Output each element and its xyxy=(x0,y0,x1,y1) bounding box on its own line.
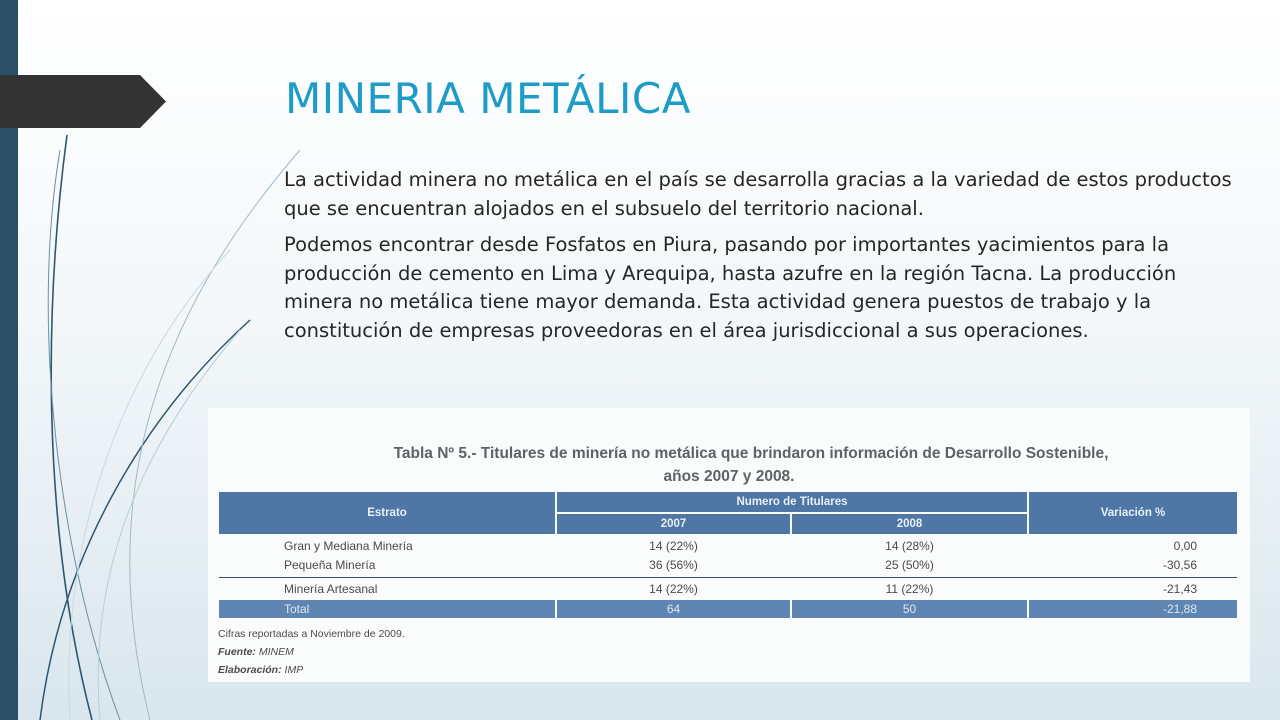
row-2-estrato: Pequeña Minería xyxy=(284,558,376,572)
slide-title: MINERIA METÁLICA xyxy=(285,74,691,123)
table-title-line-2: años 2007 y 2008. xyxy=(663,468,795,485)
header-estrato: Estrato xyxy=(219,492,555,534)
total-variacion: -21,88 xyxy=(1029,600,1237,618)
table-notes xyxy=(218,625,405,679)
header-2007: 2007 xyxy=(557,514,790,534)
row-2-variacion: -30,56 xyxy=(1162,558,1197,572)
header-numero-titulares: Numero de Titulares xyxy=(557,492,1027,512)
paragraph-2: Podemos encontrar desde Fosfatos en Piura, pasando por importantes yacimientos para la producción de cemento en Lima y Arequipa, hasta azufre en la región Tacna. La producción minera no metálica tiene mayor demanda. Esta actividad genera puestos de trabajo y la constitución de empresas proveedoras en el área jurisdiccional a sus operaciones. xyxy=(284,233,1177,342)
total-2008: 50 xyxy=(792,600,1027,618)
elaboration-label: Elaboración: xyxy=(218,664,282,676)
table-note: Cifras reportadas a Noviembre de 2009. xyxy=(218,628,405,640)
row-1-2007: 14 (22%) xyxy=(649,539,698,553)
header-variacion: Variación % xyxy=(1029,492,1237,534)
total-2007: 64 xyxy=(557,600,790,618)
table-title xyxy=(208,442,1250,488)
table-title-line-1: Tabla Nº 5.- Titulares de minería no metálica que brindaron información de Desarrollo Sostenible, xyxy=(393,445,1109,462)
row-2-2007: 36 (56%) xyxy=(649,558,698,572)
row-2-2008: 25 (50%) xyxy=(885,558,934,572)
row-3-estrato: Minería Artesanal xyxy=(284,582,378,596)
paragraph-1: La actividad minera no metálica en el país se desarrolla gracias a la variedad de estos productos que se encuentran alojados en el subsuelo del territorio nacional. xyxy=(284,168,1232,220)
row-1-2008: 14 (28%) xyxy=(885,539,934,553)
table-source xyxy=(218,643,405,661)
row-3-2008: 11 (22%) xyxy=(885,582,934,596)
body-text xyxy=(284,166,1250,353)
source-value: MINEM xyxy=(258,646,294,658)
row-3-2007: 14 (22%) xyxy=(649,582,698,596)
header-2008: 2008 xyxy=(792,514,1027,534)
total-label: Total xyxy=(219,600,555,618)
table-elaboration xyxy=(218,661,405,679)
table-image xyxy=(208,408,1250,682)
title-arrow-shape xyxy=(0,75,166,128)
row-3-variacion: -21,43 xyxy=(1162,582,1197,596)
data-table xyxy=(219,492,1237,618)
row-1-estrato: Gran y Mediana Minería xyxy=(284,539,413,553)
source-label: Fuente: xyxy=(218,646,256,658)
row-separator xyxy=(219,577,1237,578)
elaboration-value: IMP xyxy=(284,664,304,676)
row-1-variacion: 0,00 xyxy=(1173,539,1197,553)
